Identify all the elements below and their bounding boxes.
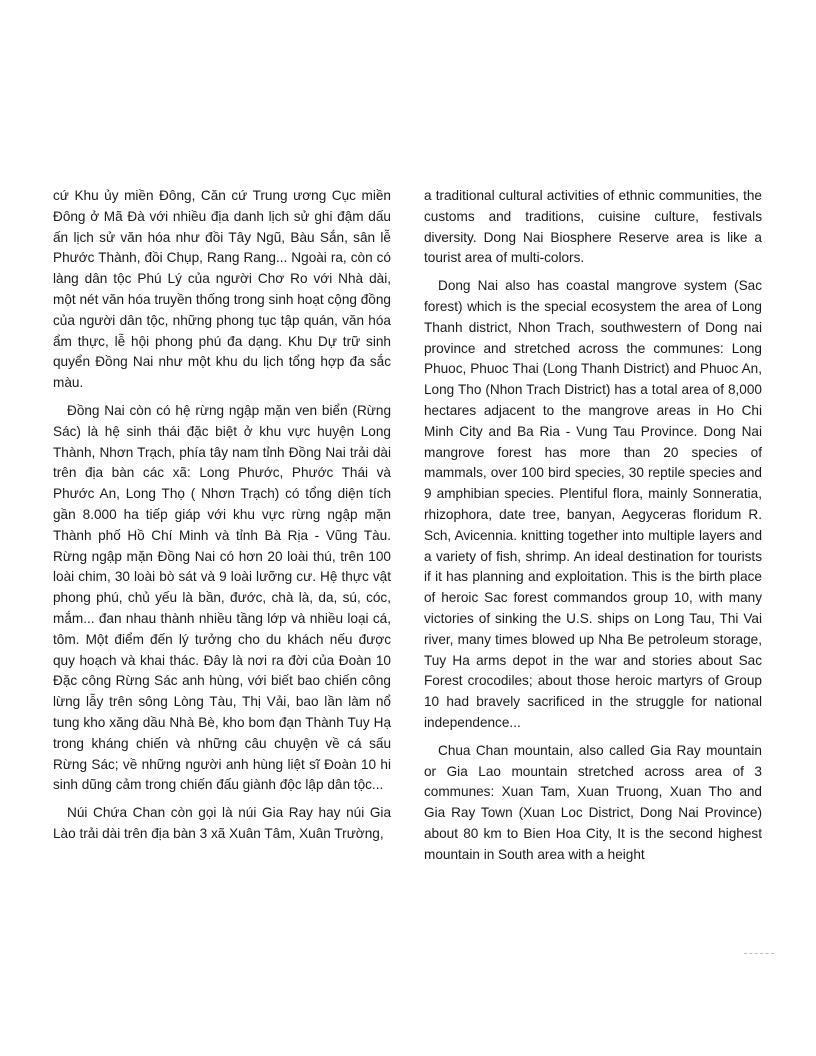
paragraph-chua-chan-vi: Núi Chứa Chan còn gọi là núi Gia Ray hay núi Gia Lào trải dài trên địa bàn 3 xã Xuân Tâm, Xuân Trường, [53, 805, 391, 841]
page-corner-mark [744, 953, 774, 956]
paragraph-mangrove-en: Dong Nai also has coastal mangrove system (Sac forest) which is the special ecosystem the area of Long Thanh district, Nhon Trach, southwestern of Dong nai province and stretched across the communes: Long Phuoc, Phuoc Thai (Long Thanh District) and Phuoc An, Long Tho (Nhon Trach District) has a total area of 8,000 hectares adjacent to the mangrove areas in Ho Chi Minh City and Ba Ria - Vung Tau Province. Dong Nai mangrove forest has more than 20 species of mammals, over 100 bird species, 30 reptile species and 9 amphibian species. Plentiful flora, mainly Sonneratia, rhizophora, date tree, banyan, Aegyceras floridum R. Sch, Avicennia. knitting together into multiple layers and a variety of fish, shrimp. An ideal destination for tourists if it has planning and exploitation. This is the birth place of heroic Sac forest commandos group 10, with many victories of sinking the U.S. ships on Long Tau, Thi Vai river, many times blowed up Nha Be petroleum storage, Tuy Ha arms depot in the war and stories about Sac Forest crocodiles; about those heroic martyrs of Group 10 had bravely sacrificed in the struggle for national independence... [424, 278, 762, 730]
paragraph-biosphere-en: a traditional cultural activities of ethnic communities, the customs and traditions, cuisine culture, festivals diversity. Dong Nai Biosphere Reserve area is like a tourist area of multi-colors. [424, 188, 762, 266]
english-text-column [424, 186, 762, 873]
vietnamese-text-column [53, 186, 391, 852]
paragraph-mangrove-vi: Đồng Nai còn có hệ rừng ngập mặn ven biển (Rừng Sác) là hệ sinh thái đặc biệt ở khu vực huyện Long Thành, Nhơn Trạch, phía tây nam tỉnh Đồng Nai trải dài trên địa bàn các xã: Long Phước, Phước Thái và Phước An, Long Thọ ( Nhơn Trạch) có tổng diện tích gần 8.000 ha tiếp giáp với khu vực rừng ngập mặn Thành phố Hồ Chí Minh và tỉnh Bà Rịa - Vũng Tàu. Rừng ngập mặn Đồng Nai có hơn 20 loài thú, trên 100 loài chim, 30 loài bò sát và 9 loài lưỡng cư. Hệ thực vật phong phú, chủ yếu là bần, đước, chà là, da, sú, cóc, mắm... đan nhau thành nhiều tầng lớp và nhiều loại cá, tôm. Một điểm đến lý tưởng cho du khách nếu được quy hoạch và khai thác. Đây là nơi ra đời của Đoàn 10 Đặc công Rừng Sác anh hùng, với biết bao chiến công lừng lẫy trên sông Lòng Tàu, Thị Vải, bao lần làm nổ tung kho xăng dầu Nhà Bè, kho bom đạn Thành Tuy Hạ trong kháng chiến và những câu chuyện về cá sấu Rừng Sác; về những người anh hùng liệt sĩ Đoàn 10 hi sinh dũng cảm trong chiến đấu giành độc lập dân tộc... [53, 402, 391, 793]
paragraph-chua-chan-en: Chua Chan mountain, also called Gia Ray mountain or Gia Lao mountain stretched across area of 3 communes: Xuan Tam, Xuan Truong, Xuan Tho and Gia Ray Town (Xuan Loc District, Dong Nai Province) about 80 km to Bien Hoa City, It is the second highest mountain in South area with a height [424, 742, 762, 862]
paragraph-biosphere-vi: cứ Khu ủy miền Đông, Căn cứ Trung ương Cục miền Đông ở Mã Đà với nhiều địa danh lịch sử ghi đậm dấu ấn lịch sử văn hóa như đồi Tây Ngũ, Bàu Sắn, sân lễ Phước Thành, đồi Chụp, Rang Rang... Ngoài ra, còn có làng dân tộc Phú Lý của người Chơ Ro với Nhà dài, một nét văn hóa truyền thống trong sinh hoạt cộng đồng của người dân tộc, những phong tục tập quán, văn hóa ẩm thực, lễ hội phong phú đa dạng. Khu Dự trữ sinh quyển Đồng Nai như một khu du lịch tổng hợp đa sắc màu. [53, 188, 391, 391]
